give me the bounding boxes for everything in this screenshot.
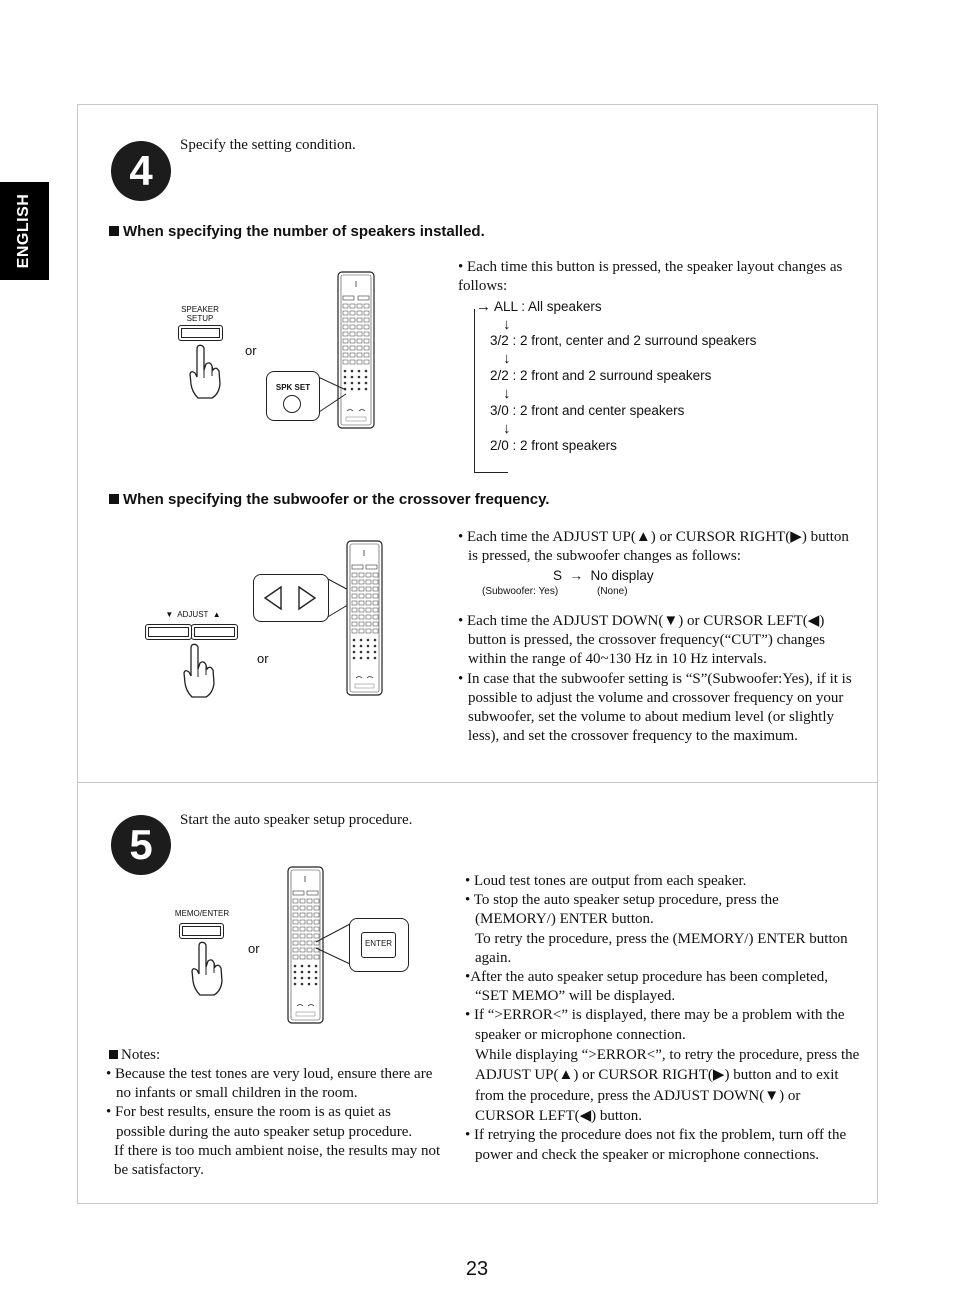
subwoofer-section-heading	[109, 491, 549, 508]
enter-button-callout	[349, 918, 409, 972]
enter-callout-lines	[310, 918, 354, 972]
step5-bullet-4-cont: While displaying “>ERROR<”, to retry the procedure, press the ADJUST UP(▲) or CURSOR RIGHT(▶) button and to exit from the procedure, press the ADJUST DOWN(▼) or CURSOR LEFT(◀) button.	[475, 1046, 860, 1125]
adjust-label	[158, 610, 228, 619]
down-triangle-icon: ▼	[165, 610, 174, 619]
step5-bullet-3: •After the auto speaker setup procedure has been completed, “SET MEMO” will be displayed.	[465, 969, 829, 1005]
speaker-setup-button-label	[170, 305, 230, 323]
subwoofer-to-note: (None)	[597, 586, 628, 597]
step-4-number: 4	[111, 141, 171, 201]
down-arrow-icon: ↓	[503, 316, 511, 333]
subwoofer-heading-text: When specifying the subwoofer or the crossover frequency.	[123, 491, 550, 508]
cursor-right-icon[interactable]	[296, 585, 318, 611]
spk-set-label: SPK SET	[275, 383, 311, 392]
notes-heading	[109, 1046, 160, 1065]
subwoofer-bullets	[458, 528, 853, 566]
square-bullet-icon	[109, 1050, 118, 1059]
cycle-item-3-0: 3/0 : 2 front and center speakers	[490, 403, 685, 418]
down-arrow-icon: ↓	[503, 350, 511, 367]
subwoofer-from-note: (Subwoofer: Yes)	[482, 586, 559, 597]
cycle-item-2-0: 2/0 : 2 front speakers	[490, 438, 617, 453]
enter-button[interactable]	[361, 932, 396, 958]
step5-bullets	[465, 872, 860, 1165]
step-5-number: 5	[111, 815, 171, 875]
cursor-left-icon[interactable]	[262, 585, 284, 611]
spk-set-button[interactable]	[283, 395, 301, 413]
subwoofer-bullet-2: • Each time the ADJUST DOWN(▼) or CURSOR LEFT(◀) button is pressed, the crossover frequency(“CUT”) changes within the range of 40~130 Hz in 10 Hz intervals.	[458, 613, 825, 668]
note-1: • Because the test tones are very loud, ensure there are no infants or small children in the room.	[106, 1066, 433, 1102]
step5-bullet-4: • If “>ERROR<” is displayed, there may be a problem with the speaker or microphone connection.	[465, 1007, 845, 1043]
enter-label: ENTER	[364, 939, 393, 948]
memo-enter-button[interactable]	[179, 923, 224, 939]
or-label-2: or	[257, 651, 269, 666]
square-bullet-icon	[109, 494, 119, 504]
up-triangle-icon: ▲	[212, 610, 221, 619]
pointing-hand-icon	[188, 344, 222, 400]
note-2-cont: If there is too much ambient noise, the results may not be satisfactory.	[114, 1142, 441, 1179]
right-arrow-icon: →	[569, 568, 584, 583]
speakers-heading-text: When specifying the number of speakers installed.	[123, 223, 485, 240]
remote-control-2	[346, 540, 383, 696]
adjust-label-text: ADJUST	[177, 610, 209, 619]
spk-set-button-callout	[266, 371, 320, 421]
cycle-item-all: ALL : All speakers	[494, 299, 602, 314]
notes-list	[106, 1065, 442, 1180]
or-label-3: or	[248, 941, 260, 956]
speaker-setup-label-line2: SETUP	[186, 314, 214, 323]
right-arrow-icon: →	[476, 298, 491, 315]
adjust-up-button[interactable]	[191, 624, 238, 640]
cursor-buttons-callout	[253, 574, 329, 622]
subwoofer-to: No display	[590, 568, 654, 583]
memo-enter-label: MEMO/ENTER	[174, 909, 230, 918]
step-5-instruction: Start the auto speaker setup procedure.	[180, 812, 413, 828]
subwoofer-bullet-1: • Each time the ADJUST UP(▲) or CURSOR RIGHT(▶) button is pressed, the subwoofer changes as follows:	[458, 529, 849, 565]
subwoofer-from: S	[553, 568, 563, 583]
page-number: 23	[465, 1258, 489, 1280]
down-arrow-icon: ↓	[503, 420, 511, 437]
speaker-setup-label-line1: SPEAKER	[181, 305, 219, 314]
notes-heading-text: Notes:	[121, 1047, 161, 1063]
pointing-hand-icon	[190, 941, 224, 997]
section-divider	[78, 782, 877, 783]
cycle-item-2-2: 2/2 : 2 front and 2 surround speakers	[490, 368, 712, 383]
adjust-down-button[interactable]	[145, 624, 192, 640]
note-2: • For best results, ensure the room is as quiet as possible during the auto speaker setup procedure.	[106, 1104, 413, 1140]
crossover-bullets	[458, 612, 853, 746]
language-tab	[0, 182, 49, 280]
speakers-section-heading	[109, 223, 485, 240]
step5-bullet-1: • Loud test tones are output from each speaker.	[465, 873, 747, 889]
cycle-item-3-2: 3/2 : 2 front, center and 2 surround speakers	[490, 333, 757, 348]
or-label-1: or	[245, 343, 257, 358]
step-4-instruction: Specify the setting condition.	[180, 137, 356, 153]
step5-bullet-2: • To stop the auto speaker setup procedure, press the (MEMORY/) ENTER button.	[465, 892, 779, 928]
square-bullet-icon	[109, 226, 119, 236]
speaker-setup-button[interactable]	[178, 325, 223, 341]
subwoofer-bullet-3: • In case that the subwoofer setting is “S”(Subwoofer:Yes), if it is possible to adjust the volume and crossover frequency on your subwoofer, set the volume to about medium level (or slightly less), and set the crossover frequency to the maximum.	[458, 670, 852, 745]
step5-bullet-5: • If retrying the procedure does not fix the problem, turn off the power and check the speaker or microphone connections.	[465, 1127, 847, 1163]
speakers-intro: • Each time this button is pressed, the speaker layout changes as follows:	[458, 259, 843, 295]
step5-bullet-2-cont: To retry the procedure, press the (MEMORY/) ENTER button again.	[475, 930, 848, 966]
subwoofer-cycle	[482, 568, 682, 602]
down-arrow-icon: ↓	[503, 385, 511, 402]
pointing-hand-icon	[182, 643, 216, 699]
language-label: ENGLISH	[15, 193, 32, 269]
